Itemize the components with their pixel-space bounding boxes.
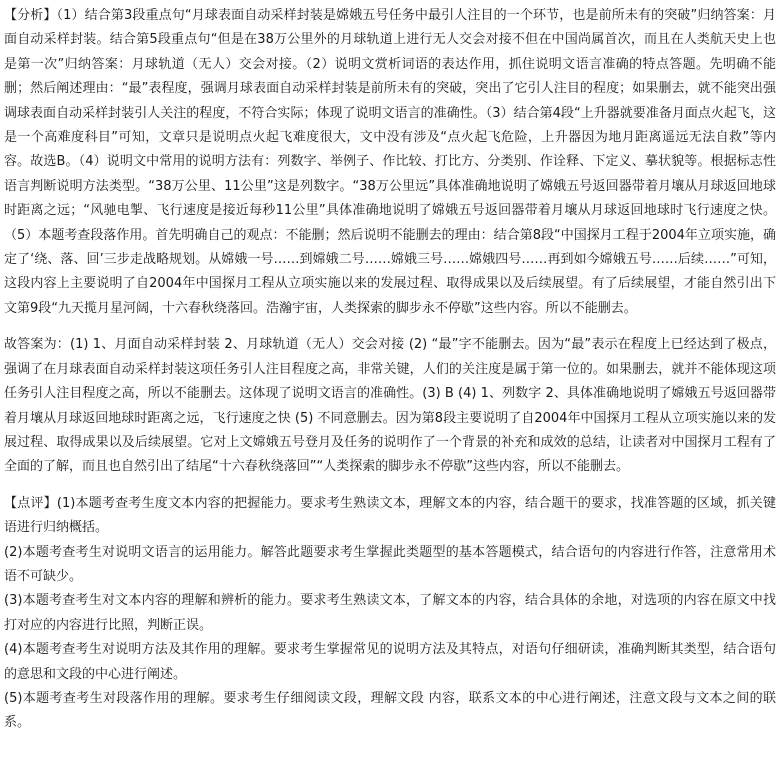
review-item-1: 【点评】(1)本题考查考生度文本内容的把握能力。要求考生熟读文本，理解文本的内容，结合题干的要求，找准答题的区域，抓关键语进行归纳概括。 <box>4 495 776 536</box>
analysis-paragraph: 【分析】（1）结合第3段重点句“月球表面自动采样封装是嫦娥五号任务中最引人注目的一个环节，也是前所未有的突破”归纳答案：月面自动采样封装。结合第5段重点句“但是在38万公里外的月球轨道上进行无人交会对接不但在中国尚属首次，而且在人类航天史上也是第一次”归纳答案：月球轨道（无人）交会对接。（2）说明文赏析词语的表达作用，抓住说明文语言准确的特点答题。先明确不能删；然后阐述理由：“最”表程度，强调月球表面自动采样封装是前所未有的突破，突出了它引人注目的程度；如果删去，就不能突出强调球表面自动采样封装引人关注的程度，不符合实际；体现了说明文语言的准确性。（3）结合第4段“上升器就要准备月面点火起飞，这是一个高难度科目”可知，文章只是说明点火起飞难度很大，文中没有涉及“点火起飞危险，上升器因为地月距离遥远无法自救”等内容。故选B。（4）说明文中常用的说明方法有：列数字、举例子、作比较、打比方、分类别、作诠释、下定义、摹状貌等。根据标志性语言判断说明方法类型。“38万公里、11公里”这是列数字。“38万公里远”具体准确地说明了嫦娥五号返回器带着月壤从月球返回地球时距离之远；“风驰电掣、飞行速度是接近每秒11公里”具体准确地说明了嫦娥五号返回器带着月壤从月球返回地球时飞行速度之快。（5）本题考查段落作用。首先明确自己的观点：不能删；然后说明不能删去的理由：结合第8段“中国探月工程于2004年立项实施，确定了‘绕、落、回’三步走战略规划。从嫦娥一号……到嫦娥二号……嫦娥三号……嫦娥四号……再到如今嫦娥五号……后续……”可知，这段内容上主要说明了自2004年中国探月工程从立项实施以来的发展过程、取得成果以及后续展望。有了后续展望，才能自然引出下文第9段“九天揽月星河阔，十六春秋绕落回。浩瀚宇宙，人类探索的脚步永不停歇”这些内容。所以不能删去。 <box>4 8 776 316</box>
review-item-4: (4)本题考查考生对说明方法及其作用的理解。要求考生掌握常见的说明方法及其特点，对语句仔细研读，准确判断其类型，结合语句的意思和文段的中心进行阐述。 <box>4 642 776 682</box>
review-item-5: (5)本题考查考生对段落作用的理解。要求考生仔细阅读文段，理解文段 内容，联系文本的中心进行阐述，注意文段与文本之间的联系。 <box>4 690 776 731</box>
review-item-2: (2)本题考查考生对说明文语言的运用能力。解答此题要求考生掌握此类题型的基本答题模式，结合语句的内容进行作答，注意常用术语不可缺少。 <box>4 544 776 584</box>
section-gap <box>4 480 776 492</box>
review-item-3: (3)本题考查考生对文本内容的理解和辨析的能力。要求考生熟读文本，了解文本的内容，结合具体的余地，对选项的内容在原文中找打对应的内容进行比照，判断正误。 <box>4 593 776 633</box>
section-gap <box>4 321 776 333</box>
review-section <box>4 492 776 736</box>
answer-paragraph: 故答案为：(1) 1、月面自动采样封装 2、月球轨道（无人）交会对接 (2) “最”字不能删去。因为“最”表示在程度上已经达到了极点，强调了在月球表面自动采样封装这项任务引人注目程度之高，非常关键，人们的关注度是属于第一位的。如果删去，就并不能体现这项任务引人注目程度之高，所以不能删去。这体现了说明文语言的准确性。(3) B (4) 1、列数字 2、具体准确地说明了嫦娥五号返回器带着月壤从月球返回地球时距离之远，飞行速度之快 (5) 不同意删去。因为第8段主要说明了自2004年中国探月工程从立项实施以来的发展过程、取得成果以及后续展望。它对上文嫦娥五号登月及任务的说明作了一个背景的补充和成效的总结，让读者对中国探月工程有了全面的了解，而且也自然引出了结尾“十六春秋绕落回”“人类探索的脚步永不停歇”这些内容，所以不能删去。 <box>4 337 776 475</box>
